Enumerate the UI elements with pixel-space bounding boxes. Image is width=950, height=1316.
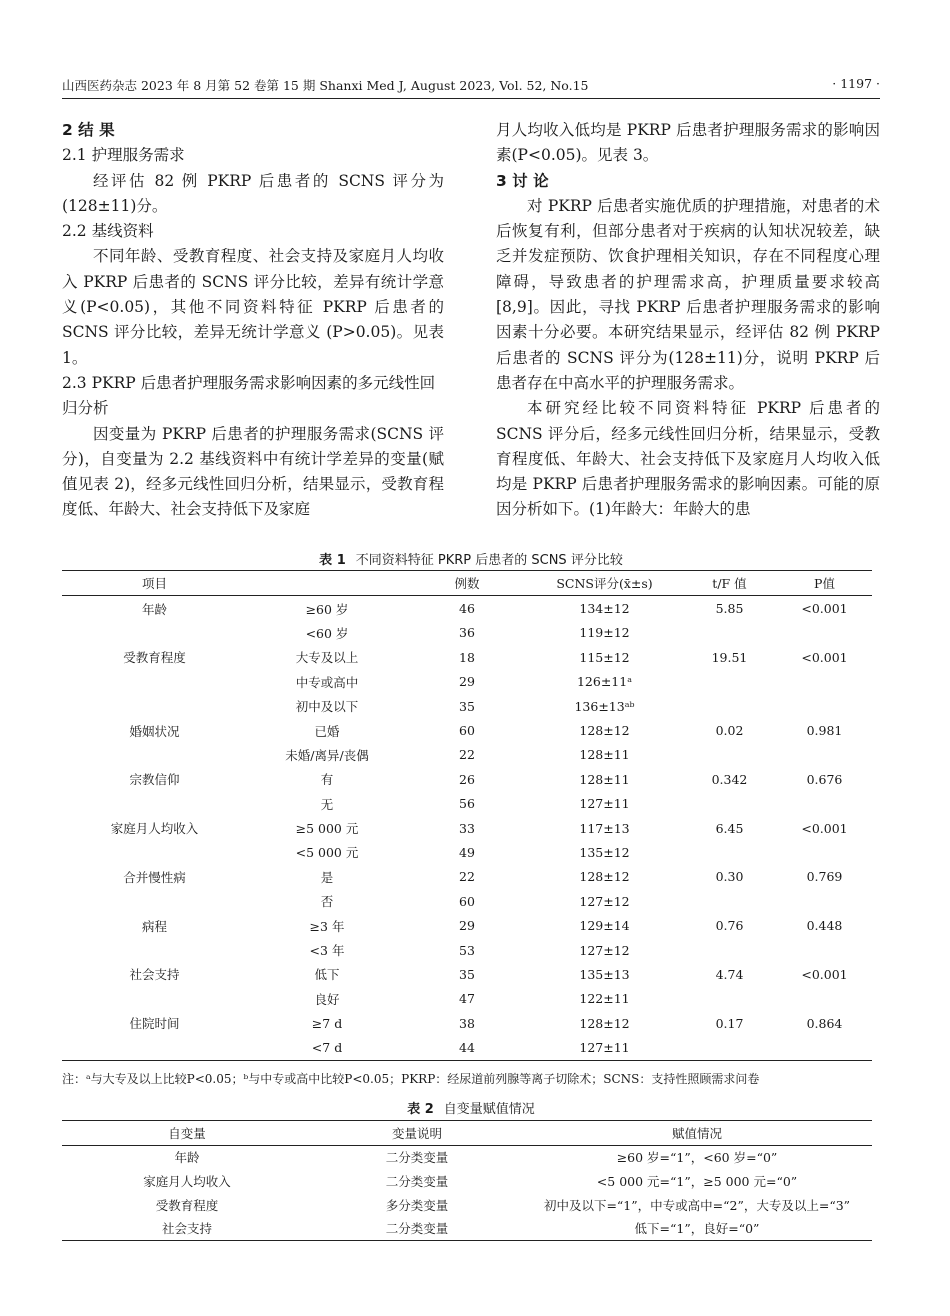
table-row bbox=[62, 1193, 872, 1217]
body-paragraph: 经评估 82 例 PKRP 后患者的 SCNS 评分为(128±11)分。 bbox=[62, 171, 444, 215]
table-cell: 134±12 bbox=[579, 601, 630, 617]
table-cell: 128±12 bbox=[579, 869, 630, 885]
table-cell: 4.74 bbox=[715, 966, 744, 982]
table1-label: 表 1 bbox=[319, 553, 346, 568]
table-cell bbox=[62, 1035, 247, 1060]
table-cell bbox=[682, 938, 777, 962]
table-cell: <0.001 bbox=[801, 649, 848, 665]
table-cell bbox=[777, 743, 872, 767]
table-cell: 128±12 bbox=[579, 1015, 630, 1031]
table-row bbox=[62, 1035, 872, 1060]
table-row bbox=[62, 840, 872, 864]
table-row bbox=[62, 938, 872, 962]
table-cell: 0.30 bbox=[715, 869, 744, 885]
table-cell bbox=[682, 840, 777, 864]
table-row bbox=[62, 767, 872, 791]
table-cell bbox=[682, 694, 777, 718]
table-cell bbox=[777, 889, 872, 913]
table-cell: 年龄 bbox=[141, 601, 167, 617]
journal-citation: 山西医药杂志 2023 年 8 月第 52 卷第 15 期 Shanxi Med J, August 2023, Vol. 52, No.15 bbox=[62, 78, 589, 93]
table-row bbox=[62, 645, 872, 669]
table-cell: 未婚/离异/丧偶 bbox=[285, 747, 369, 763]
table-cell bbox=[777, 1035, 872, 1060]
table-cell: 19.51 bbox=[711, 649, 748, 665]
column-header: P值 bbox=[814, 576, 835, 592]
table2-header-row bbox=[62, 1121, 872, 1146]
table-cell bbox=[682, 987, 777, 1011]
table-cell: 135±12 bbox=[579, 844, 630, 860]
table-cell: 社会支持 bbox=[129, 967, 180, 983]
table-cell bbox=[777, 792, 872, 816]
table-cell bbox=[62, 938, 247, 962]
table-cell: 低下 bbox=[314, 967, 340, 983]
table-cell bbox=[777, 840, 872, 864]
table-row bbox=[62, 1169, 872, 1193]
table-cell: 初中及以下=“1”，中专或高中=“2”，大专及以上=“3” bbox=[543, 1197, 851, 1213]
table-cell: 128±11 bbox=[579, 747, 630, 763]
table-row bbox=[62, 987, 872, 1011]
table-row bbox=[62, 694, 872, 718]
column-header bbox=[247, 571, 407, 596]
table-row bbox=[62, 889, 872, 913]
table-cell: 0.676 bbox=[806, 771, 843, 787]
table-cell: 家庭月人均收入 bbox=[143, 1173, 231, 1189]
table1 bbox=[62, 570, 872, 1061]
table-cell: 是 bbox=[320, 869, 334, 885]
table-cell: 婚姻状况 bbox=[129, 723, 180, 739]
table-cell: ≥7 d bbox=[311, 1015, 343, 1031]
table-cell: 0.342 bbox=[711, 771, 748, 787]
table-cell: <5 000 元=“1”，≥5 000 元=“0” bbox=[596, 1173, 798, 1189]
table-cell: 初中及以下 bbox=[295, 699, 359, 715]
table-cell: 病程 bbox=[141, 918, 167, 934]
table-cell: 47 bbox=[459, 991, 475, 1007]
table-cell: 无 bbox=[320, 796, 334, 812]
table-cell bbox=[682, 621, 777, 645]
table-cell: 29 bbox=[459, 674, 475, 690]
table-cell: 44 bbox=[459, 1040, 475, 1056]
table-cell: 60 bbox=[459, 723, 475, 739]
subsection-heading: 2.3 PKRP 后患者护理服务需求影响因素的多元线性回归分析 bbox=[62, 373, 436, 418]
table-cell: 127±12 bbox=[579, 893, 630, 909]
body-paragraph: 月人均收入低均是 PKRP 后患者护理服务需求的影响因素(P<0.05)。见表 3。 bbox=[496, 121, 880, 165]
table-cell: 129±14 bbox=[579, 918, 630, 934]
table-cell: 良好 bbox=[314, 991, 340, 1007]
table1-note: 注：ᵃ与大专及以上比较P<0.05；ᵇ与中专或高中比较P<0.05；PKRP：经尿道前列腺等离子切除术；SCNS：支持性照顾需求问卷 bbox=[62, 1072, 760, 1086]
body-paragraph: 对 PKRP 后患者实施优质的护理措施，对患者的术后恢复有利，但部分患者对于疾病的认知状况较差，缺乏并发症预防、饮食护理相关知识，存在不同程度心理障碍，导致患者的护理需求高，护理质量要求较高[8,9]。因此，寻找 PKRP 后患者护理服务需求的影响因素十分必要。本研究结果显示，经评估 82 例 PKRP 后患者的 SCNS 评分为(128±11)分，说明 PKRP 后患者存在中高水平的护理服务需求。 bbox=[496, 196, 880, 392]
table-cell: 二分类变量 bbox=[385, 1221, 449, 1237]
table-cell bbox=[777, 987, 872, 1011]
table-cell: 128±12 bbox=[579, 723, 630, 739]
table-row bbox=[62, 816, 872, 840]
table-cell: 住院时间 bbox=[129, 1016, 180, 1032]
table-cell: <7 d bbox=[311, 1040, 343, 1056]
column-header: 例数 bbox=[454, 576, 480, 592]
subsection-heading: 2.2 基线资料 bbox=[62, 222, 154, 241]
table-row bbox=[62, 1216, 872, 1240]
table-cell: 受教育程度 bbox=[155, 1197, 219, 1213]
table-cell: 26 bbox=[459, 771, 475, 787]
table2-label: 表 2 bbox=[407, 1102, 434, 1117]
table-row bbox=[62, 865, 872, 889]
table1-header-row bbox=[62, 571, 872, 596]
table-cell: 56 bbox=[459, 796, 475, 812]
table-cell: <0.001 bbox=[801, 601, 848, 617]
table-row bbox=[62, 1011, 872, 1035]
table-cell: 6.45 bbox=[715, 820, 744, 836]
table-cell bbox=[62, 889, 247, 913]
table-row bbox=[62, 913, 872, 937]
table-cell bbox=[682, 792, 777, 816]
table-cell: 127±11 bbox=[579, 796, 630, 812]
table-cell: 46 bbox=[459, 601, 475, 617]
table-cell: 家庭月人均收入 bbox=[110, 821, 199, 837]
table-cell bbox=[62, 987, 247, 1011]
page-number: · 1197 · bbox=[832, 76, 880, 91]
table2-caption bbox=[62, 1098, 880, 1117]
section-heading: 3 讨 论 bbox=[496, 171, 549, 190]
table-cell bbox=[682, 743, 777, 767]
table-cell: 35 bbox=[459, 966, 475, 982]
table-row bbox=[62, 1145, 872, 1169]
table-cell: 二分类变量 bbox=[385, 1150, 449, 1166]
table-cell: 宗教信仰 bbox=[129, 772, 180, 788]
table-row bbox=[62, 962, 872, 986]
table-cell bbox=[62, 670, 247, 694]
table-cell bbox=[777, 694, 872, 718]
body-paragraph: 本研究经比较不同资料特征 PKRP 后患者的 SCNS 评分后，经多元线性回归分析，结果显示，受教育程度低、年龄大、社会支持低下及家庭月人均收入低均是 PKRP 后患者护理服务需求的影响因素。可能的原因分析如下。(1)年龄大：年龄大的患 bbox=[496, 399, 880, 519]
table-cell bbox=[62, 792, 247, 816]
table-cell: 126±11ᵃ bbox=[576, 674, 633, 690]
table-cell: 53 bbox=[459, 942, 475, 958]
table-cell: 二分类变量 bbox=[385, 1173, 449, 1189]
table-cell: 0.17 bbox=[715, 1015, 744, 1031]
table-cell: 5.85 bbox=[715, 601, 744, 617]
table-cell: 117±13 bbox=[579, 820, 630, 836]
table-cell: 22 bbox=[459, 869, 475, 885]
table-cell: <0.001 bbox=[801, 820, 848, 836]
table-row bbox=[62, 596, 872, 621]
table-cell: 0.981 bbox=[806, 723, 843, 739]
column-header: 自变量 bbox=[168, 1125, 206, 1141]
table-row bbox=[62, 670, 872, 694]
table-cell: 60 bbox=[459, 893, 475, 909]
left-column bbox=[62, 118, 444, 523]
table-cell: 受教育程度 bbox=[123, 650, 186, 666]
table-cell bbox=[682, 1035, 777, 1060]
table-cell: 33 bbox=[459, 820, 475, 836]
table-cell: 119±12 bbox=[579, 625, 630, 641]
table-cell: 136±13ᵃᵇ bbox=[574, 698, 635, 714]
table-cell: 低下=“1”，良好=“0” bbox=[634, 1221, 760, 1237]
table1-title: 不同资料特征 PKRP 后患者的 SCNS 评分比较 bbox=[355, 553, 623, 568]
body-paragraph: 因变量为 PKRP 后患者的护理服务需求(SCNS 评分)，自变量为 2.2 基线资料中有统计学差异的变量(赋值见表 2)，经多元线性回归分析，结果显示，受教育程度低、年龄大、社会支持低下及家庭 bbox=[62, 424, 444, 519]
table-cell: 0.864 bbox=[806, 1015, 843, 1031]
table-cell bbox=[62, 743, 247, 767]
table-cell: 122±11 bbox=[579, 991, 630, 1007]
table-cell: 中专或高中 bbox=[295, 674, 359, 690]
table-cell bbox=[682, 670, 777, 694]
table2 bbox=[62, 1120, 872, 1241]
table-cell: 22 bbox=[459, 747, 475, 763]
column-header: 项目 bbox=[141, 576, 167, 592]
table-row bbox=[62, 621, 872, 645]
table-row bbox=[62, 743, 872, 767]
table-cell: ≥3 年 bbox=[309, 918, 345, 934]
section-heading: 2 结 果 bbox=[62, 121, 115, 139]
table1-caption bbox=[62, 549, 880, 568]
table-cell bbox=[777, 938, 872, 962]
table-cell: 多分类变量 bbox=[385, 1197, 449, 1213]
table-cell: 0.448 bbox=[806, 918, 843, 934]
table-cell: <60 岁 bbox=[305, 625, 349, 641]
table-cell: <3 年 bbox=[309, 943, 345, 959]
table-cell: 有 bbox=[320, 772, 334, 788]
table-cell: 0.02 bbox=[715, 723, 744, 739]
column-header: SCNS评分(x̄±s) bbox=[556, 576, 653, 592]
table-cell: 合并慢性病 bbox=[123, 869, 186, 885]
table-cell: 29 bbox=[459, 918, 475, 934]
table-cell: 已婚 bbox=[314, 723, 340, 739]
table-cell: 128±11 bbox=[579, 771, 630, 787]
table-cell bbox=[777, 670, 872, 694]
column-header: 赋值情况 bbox=[671, 1125, 722, 1141]
table-cell: ≥60 岁 bbox=[305, 601, 349, 617]
table-cell bbox=[62, 840, 247, 864]
subsection-heading: 2.1 护理服务需求 bbox=[62, 146, 185, 165]
table-row bbox=[62, 792, 872, 816]
column-header: t/F 值 bbox=[712, 576, 747, 592]
table2-title: 自变量赋值情况 bbox=[443, 1102, 535, 1117]
table-cell: ≥60 岁=“1”，<60 岁=“0” bbox=[616, 1150, 778, 1166]
table-cell: 35 bbox=[459, 698, 475, 714]
right-column bbox=[496, 118, 880, 523]
table-cell: 0.769 bbox=[806, 869, 843, 885]
table-cell: 社会支持 bbox=[161, 1221, 212, 1237]
table-cell: 否 bbox=[320, 894, 334, 910]
table-cell: 大专及以上 bbox=[295, 650, 359, 666]
table-cell: 127±12 bbox=[579, 942, 630, 958]
table-cell bbox=[777, 621, 872, 645]
table-cell: 135±13 bbox=[579, 966, 630, 982]
table-row bbox=[62, 718, 872, 742]
table-cell: 年龄 bbox=[174, 1150, 200, 1166]
table-cell: <0.001 bbox=[801, 966, 848, 982]
table-cell: 38 bbox=[459, 1015, 475, 1031]
table-cell: ≥5 000 元 bbox=[295, 821, 359, 837]
table-cell: 49 bbox=[459, 844, 475, 860]
table-cell: 127±11 bbox=[579, 1040, 630, 1056]
table-cell: 0.76 bbox=[715, 918, 744, 934]
table-cell: 18 bbox=[459, 649, 475, 665]
table-cell bbox=[62, 621, 247, 645]
table-cell bbox=[62, 694, 247, 718]
column-header: 变量说明 bbox=[391, 1125, 442, 1141]
table-cell: <5 000 元 bbox=[295, 845, 359, 861]
table-cell bbox=[682, 889, 777, 913]
header-rule bbox=[62, 98, 880, 99]
body-paragraph: 不同年龄、受教育程度、社会支持及家庭月人均收入 PKRP 后患者的 SCNS 评分比较，差异有统计学意义(P<0.05)，其他不同资料特征 PKRP 后患者的 SCNS 评分比较，差异无统计学意义 (P>0.05)。见表 1。 bbox=[62, 247, 444, 367]
table-cell: 36 bbox=[459, 625, 475, 641]
table-cell: 115±12 bbox=[579, 649, 630, 665]
